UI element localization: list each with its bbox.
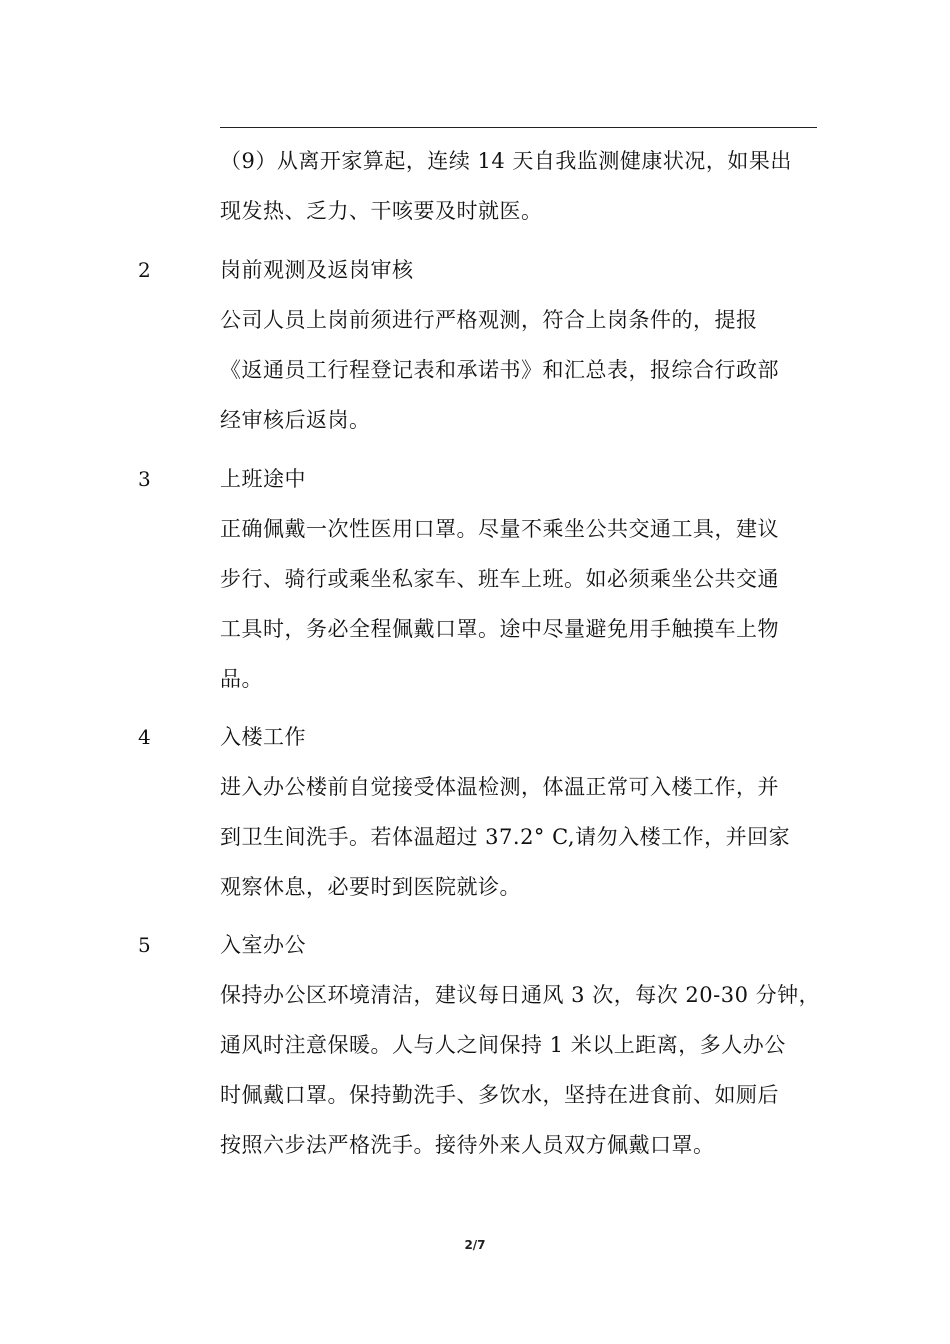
section-number: 4: [138, 725, 151, 749]
paragraph-line: 公司人员上岗前须进行严格观测，符合上岗条件的，提报: [220, 308, 758, 332]
paragraph-line: 到卫生间洗手。若体温超过 37.2° C,请勿入楼工作，并回家: [220, 825, 791, 849]
paragraph-line: 正确佩戴一次性医用口罩。尽量不乘坐公共交通工具，建议: [220, 517, 779, 541]
section-number: 5: [138, 933, 151, 957]
paragraph-line: 进入办公楼前自觉接受体温检测，体温正常可入楼工作，并: [220, 775, 779, 799]
paragraph-line: 通风时注意保暖。人与人之间保持 1 米以上距离，多人办公: [220, 1033, 786, 1057]
paragraph-line: 观察休息，必要时到医院就诊。: [220, 875, 521, 899]
paragraph-line: 《返通员工行程登记表和承诺书》和汇总表，报综合行政部: [220, 358, 779, 382]
section-number: 3: [138, 467, 151, 491]
section-title: 上班途中: [220, 467, 306, 491]
paragraph-line: 保持办公区环境清洁，建议每日通风 3 次，每次 20-30 分钟，: [220, 983, 821, 1007]
section-title: 入室办公: [220, 933, 306, 957]
paragraph-line: 工具时，务必全程佩戴口罩。途中尽量避免用手触摸车上物: [220, 617, 779, 641]
section-title: 入楼工作: [220, 725, 306, 749]
section-paragraph: [220, 504, 820, 704]
paragraph-line: 步行、骑行或乘坐私家车、班车上班。如必须乘坐公共交通: [220, 567, 779, 591]
paragraph-line: 经审核后返岗。: [220, 408, 371, 432]
header-rule: [220, 127, 817, 128]
section-paragraph: [220, 762, 820, 912]
section-paragraph: [220, 295, 820, 445]
paragraph-line: 按照六步法严格洗手。接待外来人员双方佩戴口罩。: [220, 1133, 715, 1157]
paragraph-line: 时佩戴口罩。保持勤洗手、多饮水，坚持在进食前、如厕后: [220, 1083, 779, 1107]
page-number: 2/7: [464, 1238, 486, 1252]
paragraph-line: 现发热、乏力、干咳要及时就医。: [220, 199, 543, 223]
intro-paragraph: [220, 136, 820, 236]
section-title: 岗前观测及返岗审核: [220, 258, 414, 282]
section-number: 2: [138, 258, 151, 282]
paragraph-line: 品。: [220, 667, 263, 691]
section-paragraph: [220, 970, 820, 1170]
paragraph-line: （9）从离开家算起，连续 14 天自我监测健康状况，如果出: [220, 149, 792, 173]
